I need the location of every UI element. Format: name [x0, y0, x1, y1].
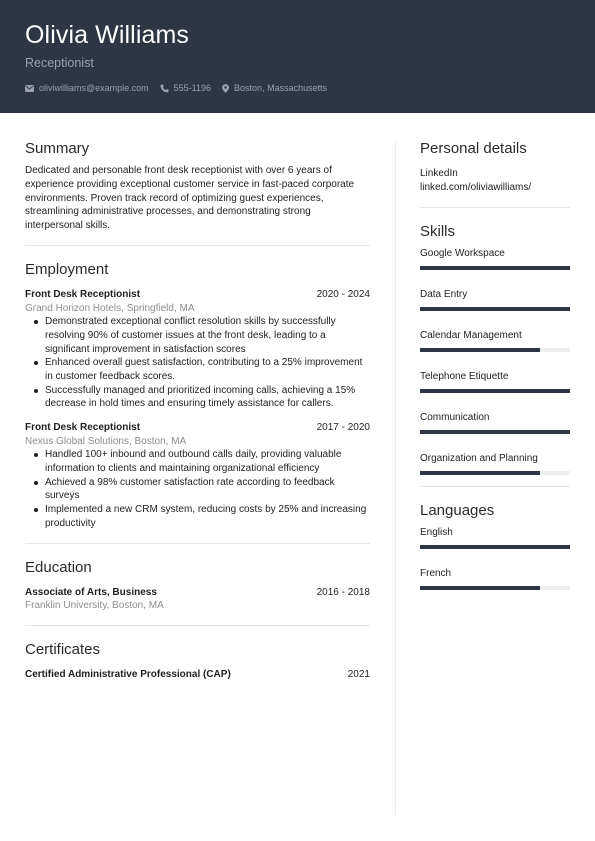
- employment-section: [25, 261, 370, 531]
- rating-label: French: [420, 567, 452, 579]
- job-company: Nexus Global Solutions, Boston, MA: [25, 435, 187, 447]
- section-divider: [25, 543, 370, 544]
- rating-bar-fill: [420, 307, 570, 311]
- rating-item: [420, 568, 570, 590]
- certificates-section: [25, 641, 370, 682]
- contact-email[interactable]: [25, 83, 149, 93]
- skills-section: [420, 223, 570, 475]
- rating-bar-fill: [420, 545, 570, 549]
- column-divider: [395, 141, 396, 815]
- rating-bar: [420, 389, 570, 393]
- location-text: Boston, Massachusetts: [234, 83, 328, 93]
- certificate-year: 2021: [347, 668, 370, 680]
- certificates-title: Certificates: [25, 640, 101, 658]
- job-bullets: [33, 448, 370, 530]
- email-text: oliviwilliams@example.com: [39, 83, 149, 93]
- skills-title: Skills: [420, 222, 456, 240]
- bullet-item: Demonstrated exceptional conflict resolution skills by successfully resolving 90% of customer issues at the front desk, leading to a significant improvement in satisfaction scores: [33, 315, 370, 356]
- rating-item: [420, 527, 570, 549]
- job-dates: 2020 - 2024: [316, 288, 370, 300]
- contact-location: [222, 83, 327, 93]
- contact-bar: [25, 83, 338, 93]
- education-dates: 2016 - 2018: [316, 586, 370, 598]
- rating-bar: [420, 545, 570, 549]
- section-divider: [420, 207, 570, 208]
- rating-label: Organization and Planning: [420, 452, 538, 464]
- resume-header: [0, 0, 595, 113]
- rating-bar: [420, 348, 570, 352]
- rating-bar-fill: [420, 348, 540, 352]
- envelope-icon: [25, 85, 34, 92]
- bullet-item: Enhanced overall guest satisfaction, contributing to a 25% improvement in customer feedback scores.: [33, 356, 370, 383]
- bullet-item: Implemented a new CRM system, reducing costs by 25% and increasing productivity: [33, 503, 370, 530]
- education-title: Education: [25, 558, 92, 576]
- bullet-item: Successfully managed and prioritized incoming calls, achieving a 15% decrease in hold times and ensuring timely assistance for callers.: [33, 384, 370, 411]
- rating-label: Google Workspace: [420, 247, 505, 259]
- rating-bar: [420, 586, 570, 590]
- rating-item: [420, 330, 570, 352]
- location-pin-icon: [222, 84, 229, 93]
- rating-bar-fill: [420, 430, 570, 434]
- section-divider: [25, 245, 370, 246]
- summary-section: [25, 140, 370, 233]
- phone-text: 555-1196: [173, 83, 212, 93]
- linkedin-label: LinkedIn: [420, 168, 458, 179]
- languages-section: [420, 502, 570, 590]
- rating-item: [420, 248, 570, 270]
- rating-bar-fill: [420, 586, 540, 590]
- job-entry: [25, 288, 370, 411]
- rating-item: [420, 412, 570, 434]
- rating-label: English: [420, 526, 453, 538]
- rating-bar-fill: [420, 471, 540, 475]
- rating-item: [420, 289, 570, 311]
- degree: Associate of Arts, Business: [25, 586, 157, 598]
- candidate-role: Receptionist: [25, 56, 94, 70]
- employment-title: Employment: [25, 260, 109, 278]
- main-column: [25, 140, 370, 681]
- education-section: [25, 559, 370, 613]
- phone-icon: [160, 84, 169, 93]
- section-divider: [25, 625, 370, 626]
- rating-bar: [420, 471, 570, 475]
- rating-label: Communication: [420, 411, 490, 423]
- candidate-name: Olivia Williams: [25, 21, 189, 49]
- summary-text: Dedicated and personable front desk receptionist with over 6 years of experience providing exceptional customer service in fast-paced corporate environments. Proven track record of optimizing guest experiences, streamlining administrative processes, and demonstrating strong interpersonal skills.: [25, 165, 355, 232]
- job-title: Front Desk Receptionist: [25, 288, 141, 300]
- summary-title: Summary: [25, 140, 90, 157]
- section-divider: [420, 486, 570, 487]
- rating-bar: [420, 266, 570, 270]
- personal-title: Personal details: [420, 140, 527, 157]
- job-title: Front Desk Receptionist: [25, 422, 141, 434]
- rating-bar: [420, 430, 570, 434]
- personal-section: [420, 140, 570, 195]
- rating-label: Data Entry: [420, 288, 468, 300]
- certificate-name: Certified Administrative Professional (CAP): [25, 668, 231, 680]
- side-column: [420, 140, 570, 590]
- rating-bar-fill: [420, 389, 570, 393]
- job-entry: [25, 421, 370, 530]
- school: Franklin University, Boston, MA: [25, 600, 164, 612]
- rating-item: [420, 453, 570, 475]
- skills-list: [420, 248, 570, 475]
- languages-title: Languages: [420, 501, 495, 519]
- job-dates: 2017 - 2020: [316, 422, 370, 434]
- rating-bar-fill: [420, 266, 570, 270]
- rating-item: [420, 371, 570, 393]
- contact-phone[interactable]: [160, 83, 211, 93]
- bullet-item: Handled 100+ inbound and outbound calls daily, providing valuable information to clients and maintaining organizational efficiency: [33, 448, 370, 475]
- bullet-item: Achieved a 98% customer satisfaction rate according to feedback surveys: [33, 476, 370, 503]
- languages-list: [420, 527, 570, 590]
- rating-bar: [420, 307, 570, 311]
- job-company: Grand Horizon Hotels, Springfield, MA: [25, 302, 195, 314]
- job-bullets: [33, 315, 370, 411]
- linkedin-link[interactable]: linked.com/oliviawilliams/: [420, 181, 532, 193]
- rating-label: Telephone Etiquette: [420, 370, 509, 382]
- rating-label: Calendar Management: [420, 329, 522, 341]
